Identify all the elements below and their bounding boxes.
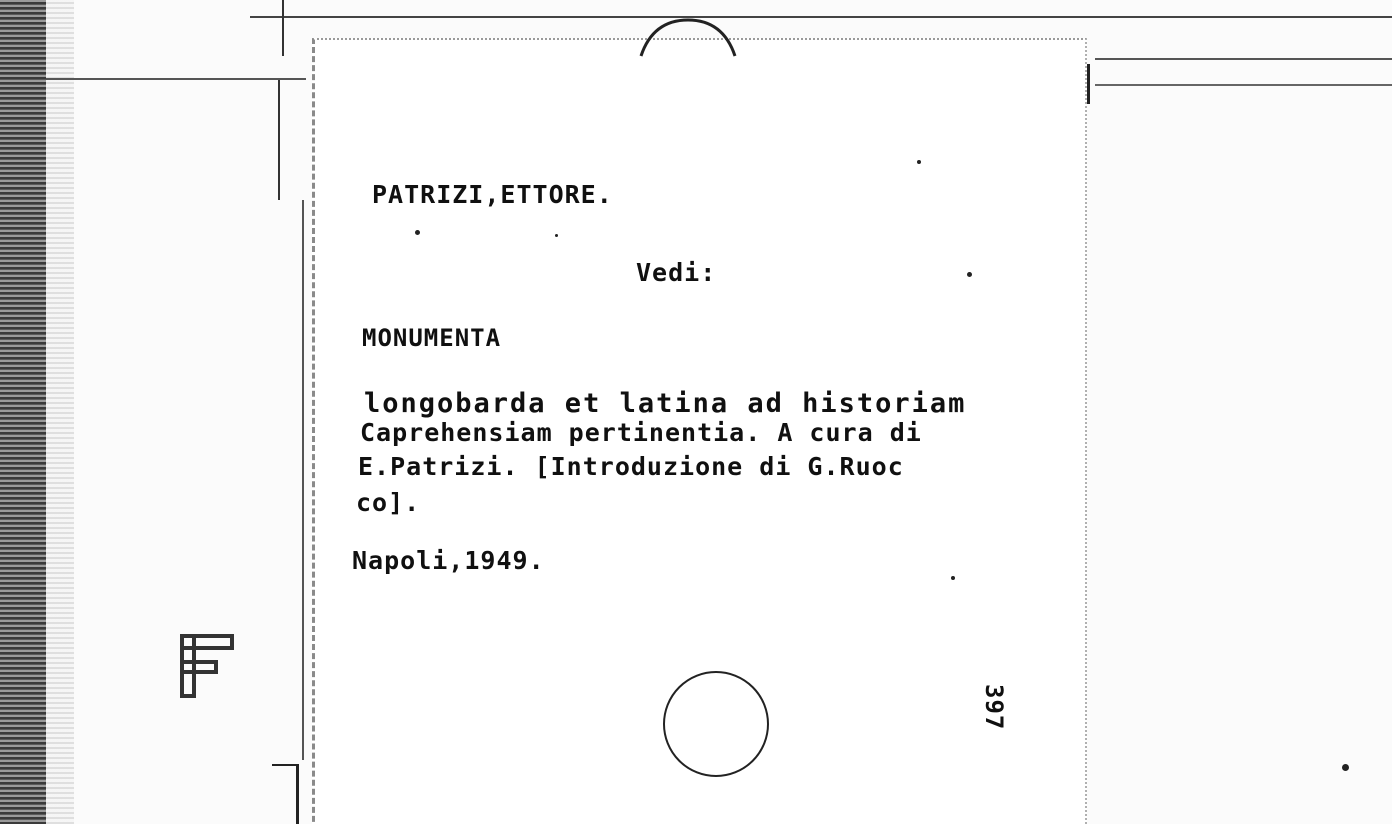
card-description-line: longobarda et latina ad historiam xyxy=(364,388,967,419)
card-description-line: E.Patrizi. [Introduzione di G.Ruoc xyxy=(358,452,904,481)
scan-edge-dark-border xyxy=(0,0,46,824)
card-description-line: co]. xyxy=(356,488,421,517)
guide-tab-letter-f-icon xyxy=(178,632,238,702)
card-left-frame-line xyxy=(302,200,304,760)
card-description-line: Caprehensiam pertinentia. A cura di xyxy=(360,418,922,447)
hole-punch-circle-icon xyxy=(660,668,772,780)
left-frame-line-upper xyxy=(282,0,284,56)
bottom-tab-line-top xyxy=(272,764,298,766)
top-frame-line-right xyxy=(1095,58,1392,60)
scan-speck xyxy=(967,272,972,277)
top-frame-line-left xyxy=(46,78,306,80)
left-frame-line xyxy=(278,80,280,200)
right-frame-line-lower xyxy=(1095,84,1392,86)
scan-speck xyxy=(415,230,420,235)
scan-edge-light-border xyxy=(46,0,74,824)
scan-speck xyxy=(951,576,955,580)
scan-speck xyxy=(1342,764,1349,771)
card-imprint: Napoli,1949. xyxy=(352,546,545,575)
card-top-notch-icon xyxy=(633,18,743,58)
card-shelf-number: 397 xyxy=(980,684,1008,731)
scan-speck xyxy=(555,234,558,237)
card-see-reference-label: Vedi: xyxy=(636,258,717,287)
card-entry-title: MONUMENTA xyxy=(362,324,502,352)
card-heading-author: PATRIZI,ETTORE. xyxy=(372,180,613,209)
scan-speck xyxy=(917,160,921,164)
top-frame-line-top xyxy=(250,16,1392,18)
bottom-tab-line xyxy=(296,764,299,824)
